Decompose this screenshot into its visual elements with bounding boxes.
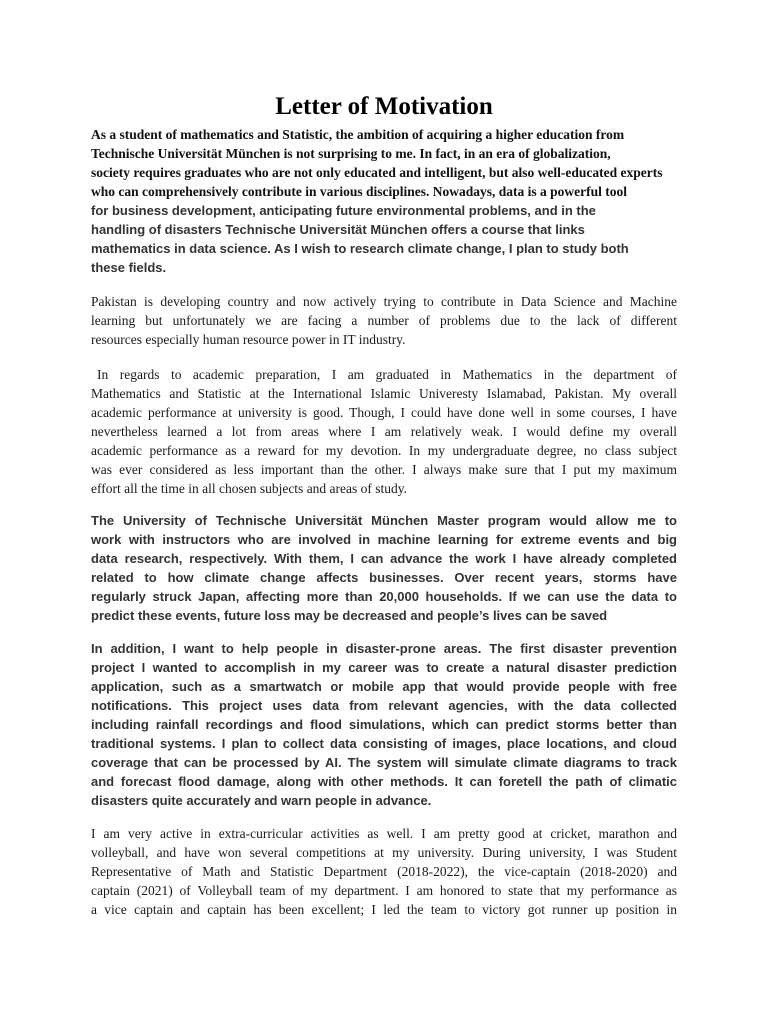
text-line: related to how climate change affects businesses. Over recent years, storms have <box>91 570 677 585</box>
text-line: Technische Universität München is not surprising to me. In fact, in an era of globalization, <box>91 146 611 161</box>
paragraph-academic <box>91 365 677 498</box>
text-line: these fields. <box>91 260 167 275</box>
text-line: handling of disasters Technische Universität München offers a course that links <box>91 222 585 237</box>
text-line: The University of Technische Universität München Master program would allow me to <box>91 513 677 528</box>
paragraph-extracurricular <box>91 824 677 919</box>
paragraph-pakistan <box>91 292 677 349</box>
text-line: project I wanted to accomplish in my career was to create a natural disaster prediction <box>91 660 677 675</box>
text-line: Pakistan is developing country and now actively trying to contribute in Data Science and Machine <box>91 294 677 309</box>
text-line: for business development, anticipating future environmental problems, and in the <box>91 203 596 218</box>
text-line: application, such as a smartwatch or mobile app that would provide people with free <box>91 679 677 694</box>
text-line: In regards to academic preparation, I am graduated in Mathematics in the department of <box>97 367 677 382</box>
text-line: predict these events, future loss may be decreased and people’s lives can be saved <box>91 608 608 623</box>
text-line: data research, respectively. With them, I can advance the work I have already completed <box>91 551 677 566</box>
text-line: society requires graduates who are not only educated and intelligent, but also well-educated experts <box>91 165 663 180</box>
text-line: regularly struck Japan, affecting more than 20,000 households. If we can use the data to <box>91 589 677 604</box>
text-line: nevertheless learned a lot from areas where I am relatively weak. I would define my overall <box>91 424 677 439</box>
text-line: In addition, I want to help people in disaster-prone areas. The first disaster prevention <box>91 641 677 656</box>
text-line: a vice captain and captain has been excellent; I led the team to victory got runner up position in <box>91 902 677 917</box>
text-line: who can comprehensively contribute in various disciplines. Nowadays, data is a powerful tool <box>91 184 628 199</box>
text-line: Mathematics and Statistic at the International Islamic Univeresty Islamabad, Pakistan. My overall <box>91 386 677 401</box>
text-line: including rainfall recordings and flood simulations, which can predict storms better than <box>91 717 677 732</box>
text-line: As a student of mathematics and Statistic, the ambition of acquiring a higher education from <box>91 127 625 142</box>
text-line: disasters quite accurately and warn people in advance. <box>91 793 432 808</box>
text-line: notifications. This project uses data from relevant agencies, with the data collected <box>91 698 677 713</box>
text-line: academic performance at university is good. Though, I could have done well in some courses, I have <box>91 405 677 420</box>
text-line: volleyball, and have won several competitions at my university. During university, I was Student <box>91 845 677 860</box>
text-line: I am very active in extra-curricular activities as well. I am pretty good at cricket, marathon and <box>91 826 677 841</box>
text-line: learning but unfortunately we are facing a number of problems due to the lack of different <box>91 313 677 328</box>
text-line: was ever considered as less important than the other. I always make sure that I put my maximum <box>91 462 677 477</box>
paragraph-disaster <box>91 639 677 810</box>
text-line: effort all the time in all chosen subjects and areas of study. <box>91 481 408 496</box>
text-line: Representative of Math and Statistic Department (2018-2022), the vice-captain (2018-2020) and <box>91 864 677 879</box>
text-line: captain (2021) of Volleyball team of my department. I am honored to state that my performance as <box>91 883 677 898</box>
paragraph-intro <box>91 125 677 277</box>
text-line: and forecast flood damage, along with other methods. It can foretell the path of climatic <box>91 774 677 789</box>
text-line: coverage that can be processed by AI. The system will simulate climate diagrams to track <box>91 755 677 770</box>
text-line: resources especially human resource power in IT industry. <box>91 332 406 347</box>
document-title: Letter of Motivation <box>275 93 493 120</box>
text-line: traditional systems. I plan to collect data consisting of images, place locations, and cloud <box>91 736 677 751</box>
text-line: academic performance as a reward for my devotion. In my undergraduate degree, no class subject <box>91 443 677 458</box>
text-line: mathematics in data science. As I wish to research climate change, I plan to study both <box>91 241 629 256</box>
paragraph-program <box>91 511 677 625</box>
text-line: work with instructors who are involved in machine learning for extreme events and big <box>91 532 677 547</box>
